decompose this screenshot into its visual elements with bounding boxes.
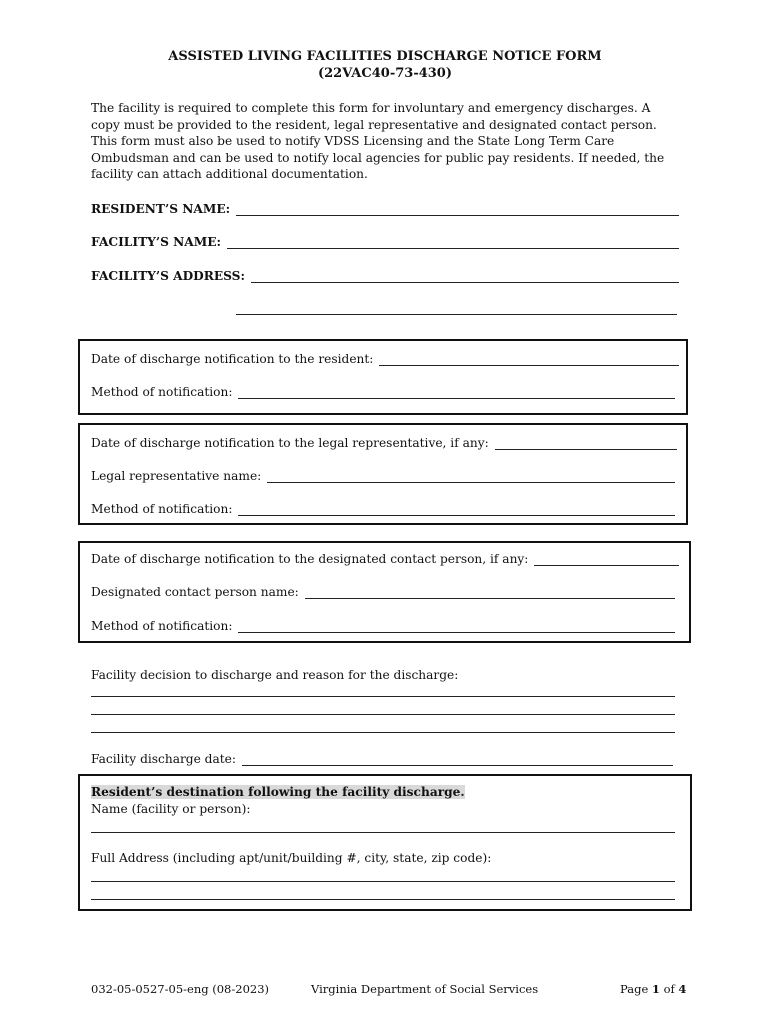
legal-rep-notification-date-label: Date of discharge notification to the legal representative, if any: [91,436,489,450]
form-number: 032-05-0527-05-eng (08-2023) [91,982,270,996]
facility-address-line-2[interactable] [236,314,677,315]
facility-name-label: FACILITY’S NAME: [91,235,221,249]
resident-notification-method-field[interactable] [91,385,675,399]
resident-notification-box [78,339,688,415]
legal-rep-method-field[interactable] [91,502,675,516]
page-of: of [659,982,679,996]
destination-address-label: Full Address (including apt/unit/building #, city, state, zip code): [91,851,492,865]
discharge-reason-line-1[interactable] [91,696,675,697]
contact-name-label: Designated contact person name: [91,585,299,599]
resident-notification-date-line[interactable] [379,365,679,366]
legal-rep-method-label: Method of notification: [91,502,233,516]
contact-notification-date-line[interactable] [534,565,679,566]
resident-name-label: RESIDENT’S NAME: [91,202,231,216]
form-title: ASSISTED LIVING FACILITIES DISCHARGE NOTICE FORM [168,49,602,64]
contact-name-line[interactable] [305,598,675,599]
legal-rep-notification-date-field[interactable] [91,436,677,450]
page-number: 1 [651,982,660,996]
contact-method-field[interactable] [91,619,675,633]
destination-name-line[interactable] [91,832,675,833]
page-indicator [620,982,686,996]
legal-rep-name-line[interactable] [267,482,675,483]
facility-address-label: FACILITY’S ADDRESS: [91,269,245,283]
discharge-reason-label: Facility decision to discharge and reason for the discharge: [91,668,459,682]
destination-name-label: Name (facility or person): [91,802,251,816]
resident-notification-date-label: Date of discharge notification to the resident: [91,352,374,366]
contact-method-line[interactable] [238,632,675,633]
legal-rep-method-line[interactable] [238,515,675,516]
destination-address-line-2[interactable] [91,899,675,900]
legal-rep-name-label: Legal representative name: [91,469,262,483]
resident-name-line[interactable] [236,215,679,216]
agency-name: Virginia Department of Social Services [311,982,539,996]
resident-name-field[interactable] [91,202,679,216]
page-total: 4 [678,982,687,996]
resident-notification-method-line[interactable] [238,398,675,399]
discharge-reason-line-2[interactable] [91,714,675,715]
facility-address-line[interactable] [251,282,679,283]
contact-notification-date-field[interactable] [91,552,679,566]
resident-notification-date-field[interactable] [91,352,679,366]
resident-notification-method-label: Method of notification: [91,385,233,399]
contact-method-label: Method of notification: [91,619,233,633]
facility-address-field[interactable] [91,269,679,283]
contact-notification-date-label: Date of discharge notification to the designated contact person, if any: [91,552,529,566]
legal-rep-name-field[interactable] [91,469,675,483]
regulation-code: (22VAC40-73-430) [317,66,452,81]
destination-heading-text: Resident’s destination following the facility discharge. [91,785,465,799]
discharge-date-line[interactable] [242,765,673,766]
discharge-date-label: Facility discharge date: [91,752,236,766]
facility-name-line[interactable] [227,248,679,249]
destination-heading [91,785,465,799]
contact-name-field[interactable] [91,585,675,599]
discharge-date-field[interactable] [91,752,673,766]
discharge-reason-line-3[interactable] [91,732,675,733]
destination-address-line-1[interactable] [91,881,675,882]
intro-paragraph: The facility is required to complete this form for involuntary and emergency discharges. A copy must be provided to the resident, legal representative and designated contact person. This form must also be used to notify VDSS Licensing and the State Long Term Care Ombudsman and can be used to notify local agencies for public pay residents. If needed, the facility can attach additional documentation. [91,101,665,181]
facility-name-field[interactable] [91,235,679,249]
legal-rep-notification-date-line[interactable] [495,449,677,450]
page-prefix: Page [620,982,652,996]
